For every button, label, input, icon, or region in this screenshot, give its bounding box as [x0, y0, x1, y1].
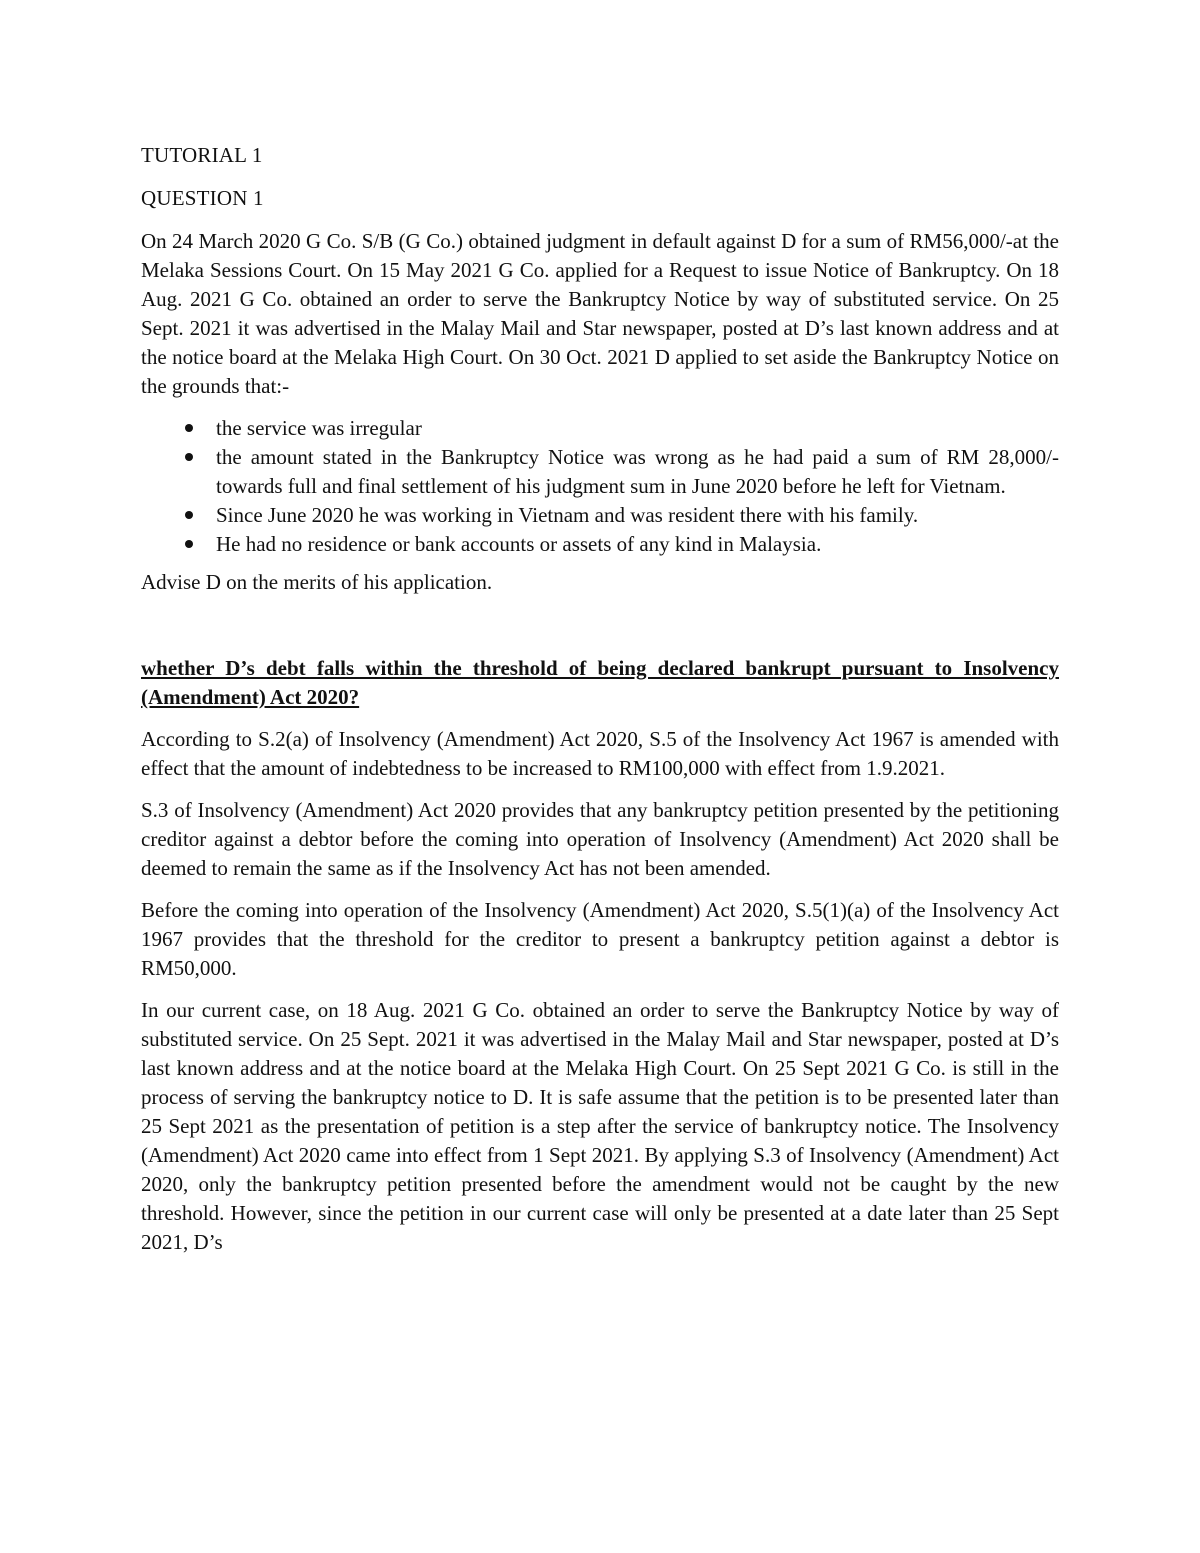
facts-paragraph: On 24 March 2020 G Co. S/B (G Co.) obtained judgment in default against D for a sum of RM56,000/-at the Melaka Sessions Court. On 15 May 2021 G Co. applied for a Request to issue Notice of Bankruptcy. On 18 Aug. 2021 G Co. obtained an order to serve the Bankruptcy Notice by way of substituted service. On 25 Sept. 2021 it was advertised in the Malay Mail and Star newspaper, posted at D’s last known address and at the notice board at the Melaka High Court. On 30 Oct. 2021 D applied to set aside the Bankruptcy Notice on the grounds that:-: [141, 229, 1059, 398]
ground-text: the amount stated in the Bankruptcy Notice was wrong as he had paid a sum of RM 28,000/- towards full and final settlement of his judgment sum in June 2020 before he left for Vietnam.: [216, 445, 1059, 498]
bullet-icon: [185, 424, 193, 432]
list-item: [141, 501, 1059, 530]
grounds-list: [141, 414, 1059, 559]
answer-paragraph: Before the coming into operation of the Insolvency (Amendment) Act 2020, S.5(1)(a) of the Insolvency Act 1967 provides that the threshold for the creditor to present a bankruptcy petition against a debtor is RM50,000.: [141, 898, 1059, 980]
ground-text: the service was irregular: [216, 416, 422, 440]
tutorial-title: TUTORIAL 1: [141, 143, 263, 167]
answer-paragraph: In our current case, on 18 Aug. 2021 G Co. obtained an order to serve the Bankruptcy Notice by way of substituted service. On 25 Sept. 2021 it was advertised in the Malay Mail and Star newspaper, posted at D’s last known address and at the notice board at the Melaka High Court. On 25 Sept 2021 G Co. is still in the process of serving the bankruptcy notice to D. It is safe assume that the petition is to be presented later than 25 Sept 2021 as the presentation of petition is a step after the service of bankruptcy notice. The Insolvency (Amendment) Act 2020 came into effect from 1 Sept 2021. By applying S.3 of Insolvency (Amendment) Act 2020, only the bankruptcy petition presented before the amendment would not be caught by the new threshold. However, since the petition in our current case will only be presented at a date later than 25 Sept 2021, D’s: [141, 998, 1059, 1254]
ground-text: He had no residence or bank accounts or assets of any kind in Malaysia.: [216, 532, 822, 556]
bullet-icon: [185, 511, 193, 519]
question-label: QUESTION 1: [141, 186, 264, 210]
list-item: [141, 530, 1059, 559]
answer-paragraph: S.3 of Insolvency (Amendment) Act 2020 provides that any bankruptcy petition presented by the petitioning creditor against a debtor before the coming into operation of Insolvency (Amendment) Act 2020 shall be deemed to remain the same as if the Insolvency Act has not been amended.: [141, 798, 1059, 880]
instruction-paragraph: Advise D on the merits of his application.: [141, 570, 493, 594]
list-item: [141, 414, 1059, 443]
ground-text: Since June 2020 he was working in Vietnam and was resident there with his family.: [216, 503, 919, 527]
bullet-icon: [185, 540, 193, 548]
answer-paragraph: According to S.2(a) of Insolvency (Amendment) Act 2020, S.5 of the Insolvency Act 1967 is amended with effect that the amount of indebtedness to be increased to RM100,000 with effect from 1.9.2021.: [141, 727, 1059, 780]
section-spacer: [141, 610, 1059, 654]
issue-heading: whether D’s debt falls within the threshold of being declared bankrupt pursuant to Insolvency (Amendment) Act 2020?: [141, 656, 1059, 709]
document-body: [141, 141, 1059, 1270]
list-item: [141, 443, 1059, 501]
bullet-icon: [185, 453, 193, 461]
